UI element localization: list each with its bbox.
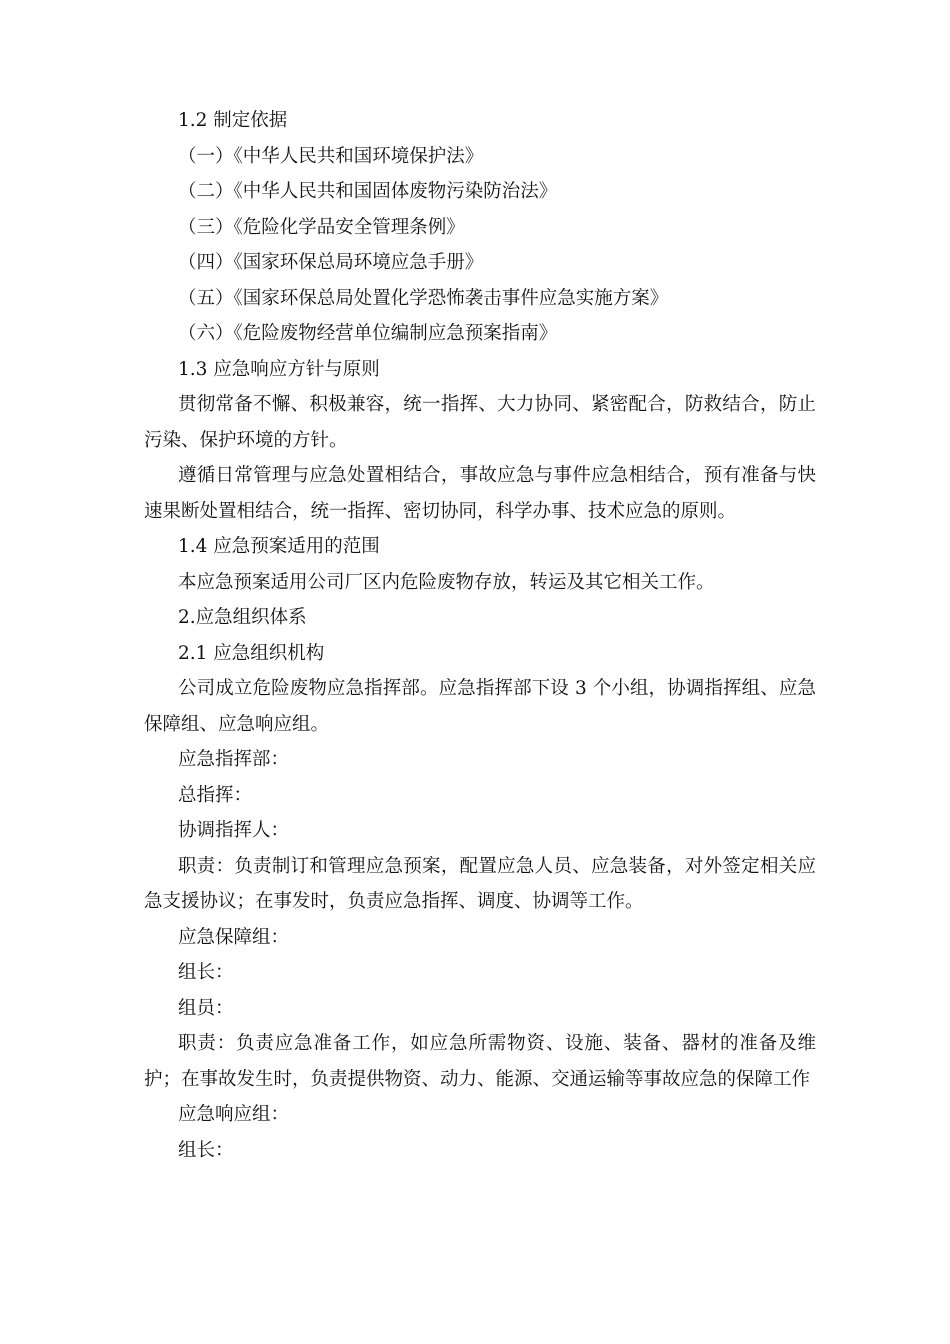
section-heading-1-4: 1.4 应急预案适用的范围	[178, 536, 380, 557]
section-heading-1-3: 1.3 应急响应方针与原则	[178, 358, 380, 380]
document-body	[144, 103, 816, 1168]
command-label: 应急指挥部：	[178, 749, 290, 770]
basis-item-1: （一）《中华人民共和国环境保护法》	[178, 145, 484, 167]
support-group-label: 应急保障组：	[178, 926, 290, 948]
organization-paragraph: 公司成立危险废物应急指挥部。应急指挥部下设 3 个小组，协调指挥组、应急保障组、应急响应组。	[144, 678, 816, 735]
support-members-label: 组员：	[178, 997, 234, 1019]
chief-commander-label: 总指挥：	[178, 784, 253, 806]
section-heading-1-2: 1.2 制定依据	[178, 110, 288, 131]
support-duties-paragraph: 职责：负责应急准备工作，如应急所需物资、设施、装备、器材的准备及维护；在事故发生时，负责提供物资、动力、能源、交通运输等事故应急的保障工作	[144, 1033, 816, 1090]
basis-item-3: （三）《危险化学品安全管理条例》	[178, 216, 465, 238]
response-leader-label: 组长：	[178, 1139, 234, 1161]
response-group-label: 应急响应组：	[178, 1104, 290, 1125]
basis-item-2: （二）《中华人民共和国固体废物污染防治法》	[178, 181, 558, 202]
principle-paragraph: 遵循日常管理与应急处置相结合，事故应急与事件应急相结合，预有准备与快速果断处置相结合，统一指挥、密切协同，科学办事、技术应急的原则。	[144, 465, 816, 522]
basis-item-4: （四）《国家环保总局环境应急手册》	[178, 252, 484, 273]
coordinator-label: 协调指挥人：	[178, 820, 290, 841]
section-heading-2-1: 2.1 应急组织机构	[178, 642, 325, 664]
command-duties-paragraph: 职责：负责制订和管理应急预案，配置应急人员、应急装备，对外签定相关应急支援协议；在事发时，负责应急指挥、调度、协调等工作。	[144, 855, 816, 912]
support-leader-label: 组长：	[178, 962, 234, 983]
section-heading-2: 2.应急组织体系	[178, 607, 307, 628]
scope-paragraph: 本应急预案适用公司厂区内危险废物存放，转运及其它相关工作。	[178, 571, 715, 593]
policy-paragraph: 贯彻常备不懈、积极兼容，统一指挥、大力协同、紧密配合，防救结合，防止污染、保护环境的方针。	[144, 394, 816, 451]
basis-item-5: （五）《国家环保总局处置化学恐怖袭击事件应急实施方案》	[178, 287, 669, 309]
basis-item-6: （六）《危险废物经营单位编制应急预案指南》	[178, 323, 558, 344]
